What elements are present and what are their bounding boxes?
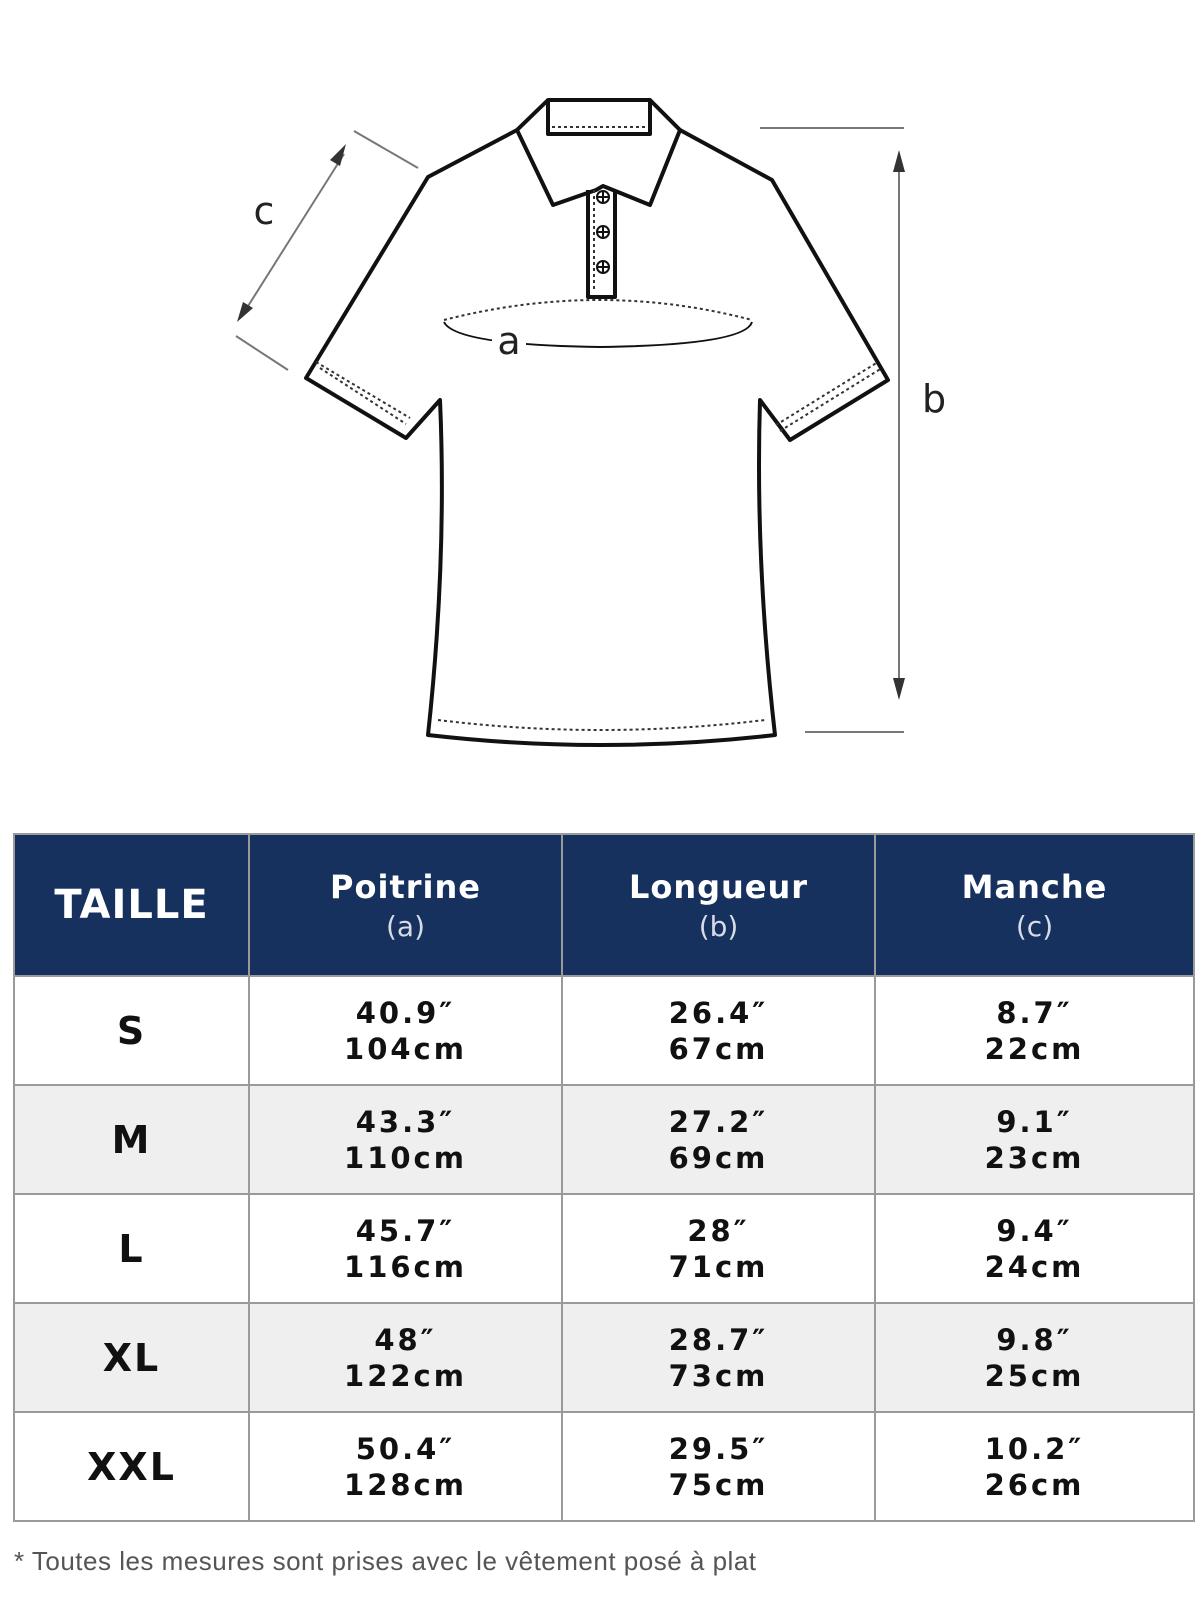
table-row [14,1085,1194,1194]
header-sleeve [875,834,1194,976]
header-chest-sub: (a) [385,909,425,943]
size-cell: XXL [14,1412,249,1521]
value-inches: 45.7″ [355,1213,456,1248]
table-header-row [14,834,1194,976]
value-cm: 25cm [984,1358,1085,1393]
header-sleeve-sub: (c) [1015,909,1054,943]
size-cell: XL [14,1303,249,1412]
value-inches: 9.8″ [996,1322,1073,1357]
arrow-down-icon [893,678,905,700]
value-cm: 22cm [984,1031,1085,1066]
sleeve-cell [875,976,1194,1085]
size-cell: S [14,976,249,1085]
header-size: TAILLE [14,834,249,976]
value-cm: 110cm [344,1140,467,1175]
chest-cell [249,976,562,1085]
value-cm: 73cm [668,1358,769,1393]
size-cell: M [14,1085,249,1194]
chest-label: a [497,319,521,363]
value-cm: 26cm [984,1467,1085,1502]
shirt-stitching [316,127,882,730]
value-inches: 27.2″ [668,1104,769,1139]
arrow-up-icon [893,150,905,172]
header-length [562,834,875,976]
value-inches: 28″ [687,1213,750,1248]
polo-shirt-diagram [0,0,1200,790]
chest-cell [249,1194,562,1303]
table-row [14,1194,1194,1303]
length-cell [562,1412,875,1521]
length-cell [562,976,875,1085]
sleeve-label: c [253,189,275,233]
sleeve-cell [875,1194,1194,1303]
value-inches: 50.4″ [355,1431,456,1466]
sleeve-cell [875,1085,1194,1194]
value-inches: 9.1″ [996,1104,1073,1139]
header-chest-name: Poitrine [330,867,481,906]
value-inches: 8.7″ [996,995,1073,1030]
value-cm: 69cm [668,1140,769,1175]
value-inches: 26.4″ [668,995,769,1030]
value-cm: 128cm [344,1467,467,1502]
chest-measure-line [444,322,752,347]
shirt-buttons [597,191,609,273]
value-cm: 104cm [344,1031,467,1066]
header-sleeve-name: Manche [961,867,1108,906]
arrow-downleft-icon [237,302,253,322]
size-chart-table [13,833,1195,1522]
chest-cell [249,1303,562,1412]
value-inches: 28.7″ [668,1322,769,1357]
length-label: b [921,377,947,421]
table-row [14,976,1194,1085]
length-cell [562,1303,875,1412]
value-cm: 67cm [668,1031,769,1066]
table-row [14,1412,1194,1521]
value-inches: 43.3″ [355,1104,456,1139]
value-cm: 116cm [344,1249,467,1284]
header-length-sub: (b) [698,909,739,943]
value-cm: 122cm [344,1358,467,1393]
chest-cell [249,1085,562,1194]
measurement-note: * Toutes les mesures sont prises avec le vêtement posé à plat [14,1546,757,1576]
value-cm: 75cm [668,1467,769,1502]
value-inches: 48″ [374,1322,437,1357]
value-inches: 10.2″ [984,1431,1085,1466]
sleeve-cell [875,1412,1194,1521]
value-cm: 23cm [984,1140,1085,1175]
chest-cell [249,1412,562,1521]
header-length-name: Longueur [628,867,809,906]
length-cell [562,1085,875,1194]
sleeve-cell [875,1303,1194,1412]
value-inches: 29.5″ [668,1431,769,1466]
size-cell: L [14,1194,249,1303]
header-chest [249,834,562,976]
value-inches: 40.9″ [355,995,456,1030]
sleeve-measure [236,131,418,370]
table-row [14,1303,1194,1412]
length-cell [562,1194,875,1303]
value-cm: 71cm [668,1249,769,1284]
value-cm: 24cm [984,1249,1085,1284]
value-inches: 9.4″ [996,1213,1073,1248]
